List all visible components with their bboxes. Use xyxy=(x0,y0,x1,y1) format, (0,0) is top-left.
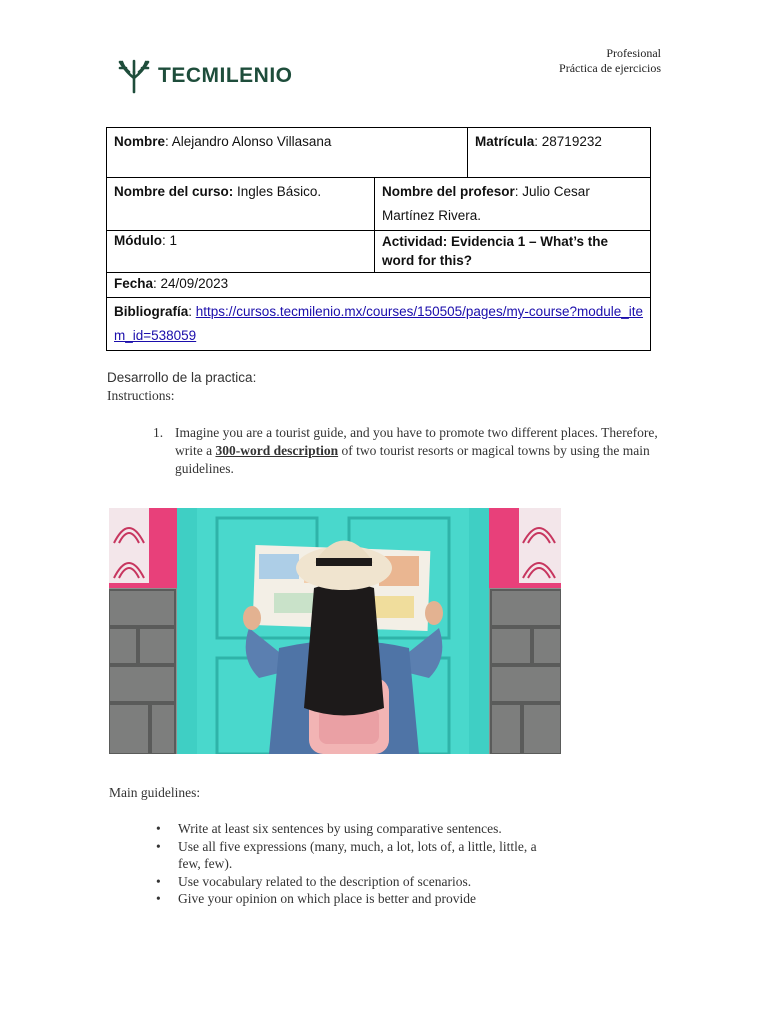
fecha-cell xyxy=(107,273,651,298)
actividad-cell xyxy=(375,231,651,273)
item-text xyxy=(175,424,668,478)
fecha-label: Fecha xyxy=(114,276,154,291)
nombre-label: Nombre xyxy=(114,134,166,149)
bibliografia-link[interactable]: https://cursos.tecmilenio.mx/courses/150505/pages/my-course?module_item_id=538059 xyxy=(114,304,644,343)
curso-value: Ingles Básico. xyxy=(233,184,322,199)
modulo-cell xyxy=(107,231,375,273)
guidelines-title: Main guidelines: xyxy=(109,785,201,800)
modulo-value: : 1 xyxy=(161,233,177,248)
guidelines-list xyxy=(156,820,556,908)
curso-label: Nombre del curso: xyxy=(114,184,234,199)
logo-text: TECMILENIO xyxy=(158,64,293,87)
item-text-post: of two tourist resorts or magical towns by using the main guidelines. xyxy=(175,443,650,476)
document-header xyxy=(559,46,661,76)
header-line-profesional: Profesional xyxy=(606,46,661,60)
item-text-bold: 300-word description xyxy=(215,443,339,458)
numbered-instruction xyxy=(153,424,668,478)
item-number: 1. xyxy=(153,425,164,440)
item-text-pre: Imagine you are a tourist guide, and you have to promote two different places. Therefore, write a xyxy=(175,425,658,458)
profesor-label: Nombre del profesor xyxy=(382,184,515,199)
tecmilenio-logo xyxy=(116,58,293,94)
student-info-table xyxy=(106,127,651,351)
section-label: Desarrollo de la practica: xyxy=(107,370,257,385)
actividad-text: Actividad: Evidencia 1 – What’s the word for this? xyxy=(382,234,609,268)
tecmilenio-leaf-icon xyxy=(116,58,152,94)
bibliografia-label: Bibliografía xyxy=(114,304,189,319)
tourist-illustration xyxy=(109,508,561,754)
profesor-value: : Julio Cesar Martínez Rivera. xyxy=(382,184,590,223)
nombre-cell xyxy=(107,128,468,178)
guideline-item: • Give your opinion on which place is better and provide xyxy=(156,890,556,908)
matricula-cell xyxy=(468,128,651,178)
tourist-photo xyxy=(109,508,561,754)
nombre-value: : Alejandro Alonso Villasana xyxy=(165,134,332,149)
modulo-label: Módulo xyxy=(114,233,162,248)
matricula-label: Matrícula xyxy=(475,134,535,149)
bibliografia-separator: : xyxy=(188,304,196,319)
guideline-item: • Use vocabulary related to the description of scenarios. xyxy=(156,873,556,891)
instructions-label: Instructions: xyxy=(107,388,175,403)
guideline-item: • Use all five expressions (many, much, a lot, lots of, a little, little, a few, few). xyxy=(156,838,556,873)
bibliografia-cell xyxy=(107,298,651,351)
header-line-practica: Práctica de ejercicios xyxy=(559,61,661,75)
curso-cell xyxy=(107,178,375,231)
matricula-value: : 28719232 xyxy=(534,134,602,149)
fecha-value: : 24/09/2023 xyxy=(153,276,229,291)
guideline-item: • Write at least six sentences by using comparative sentences. xyxy=(156,820,556,838)
profesor-cell xyxy=(375,178,651,231)
